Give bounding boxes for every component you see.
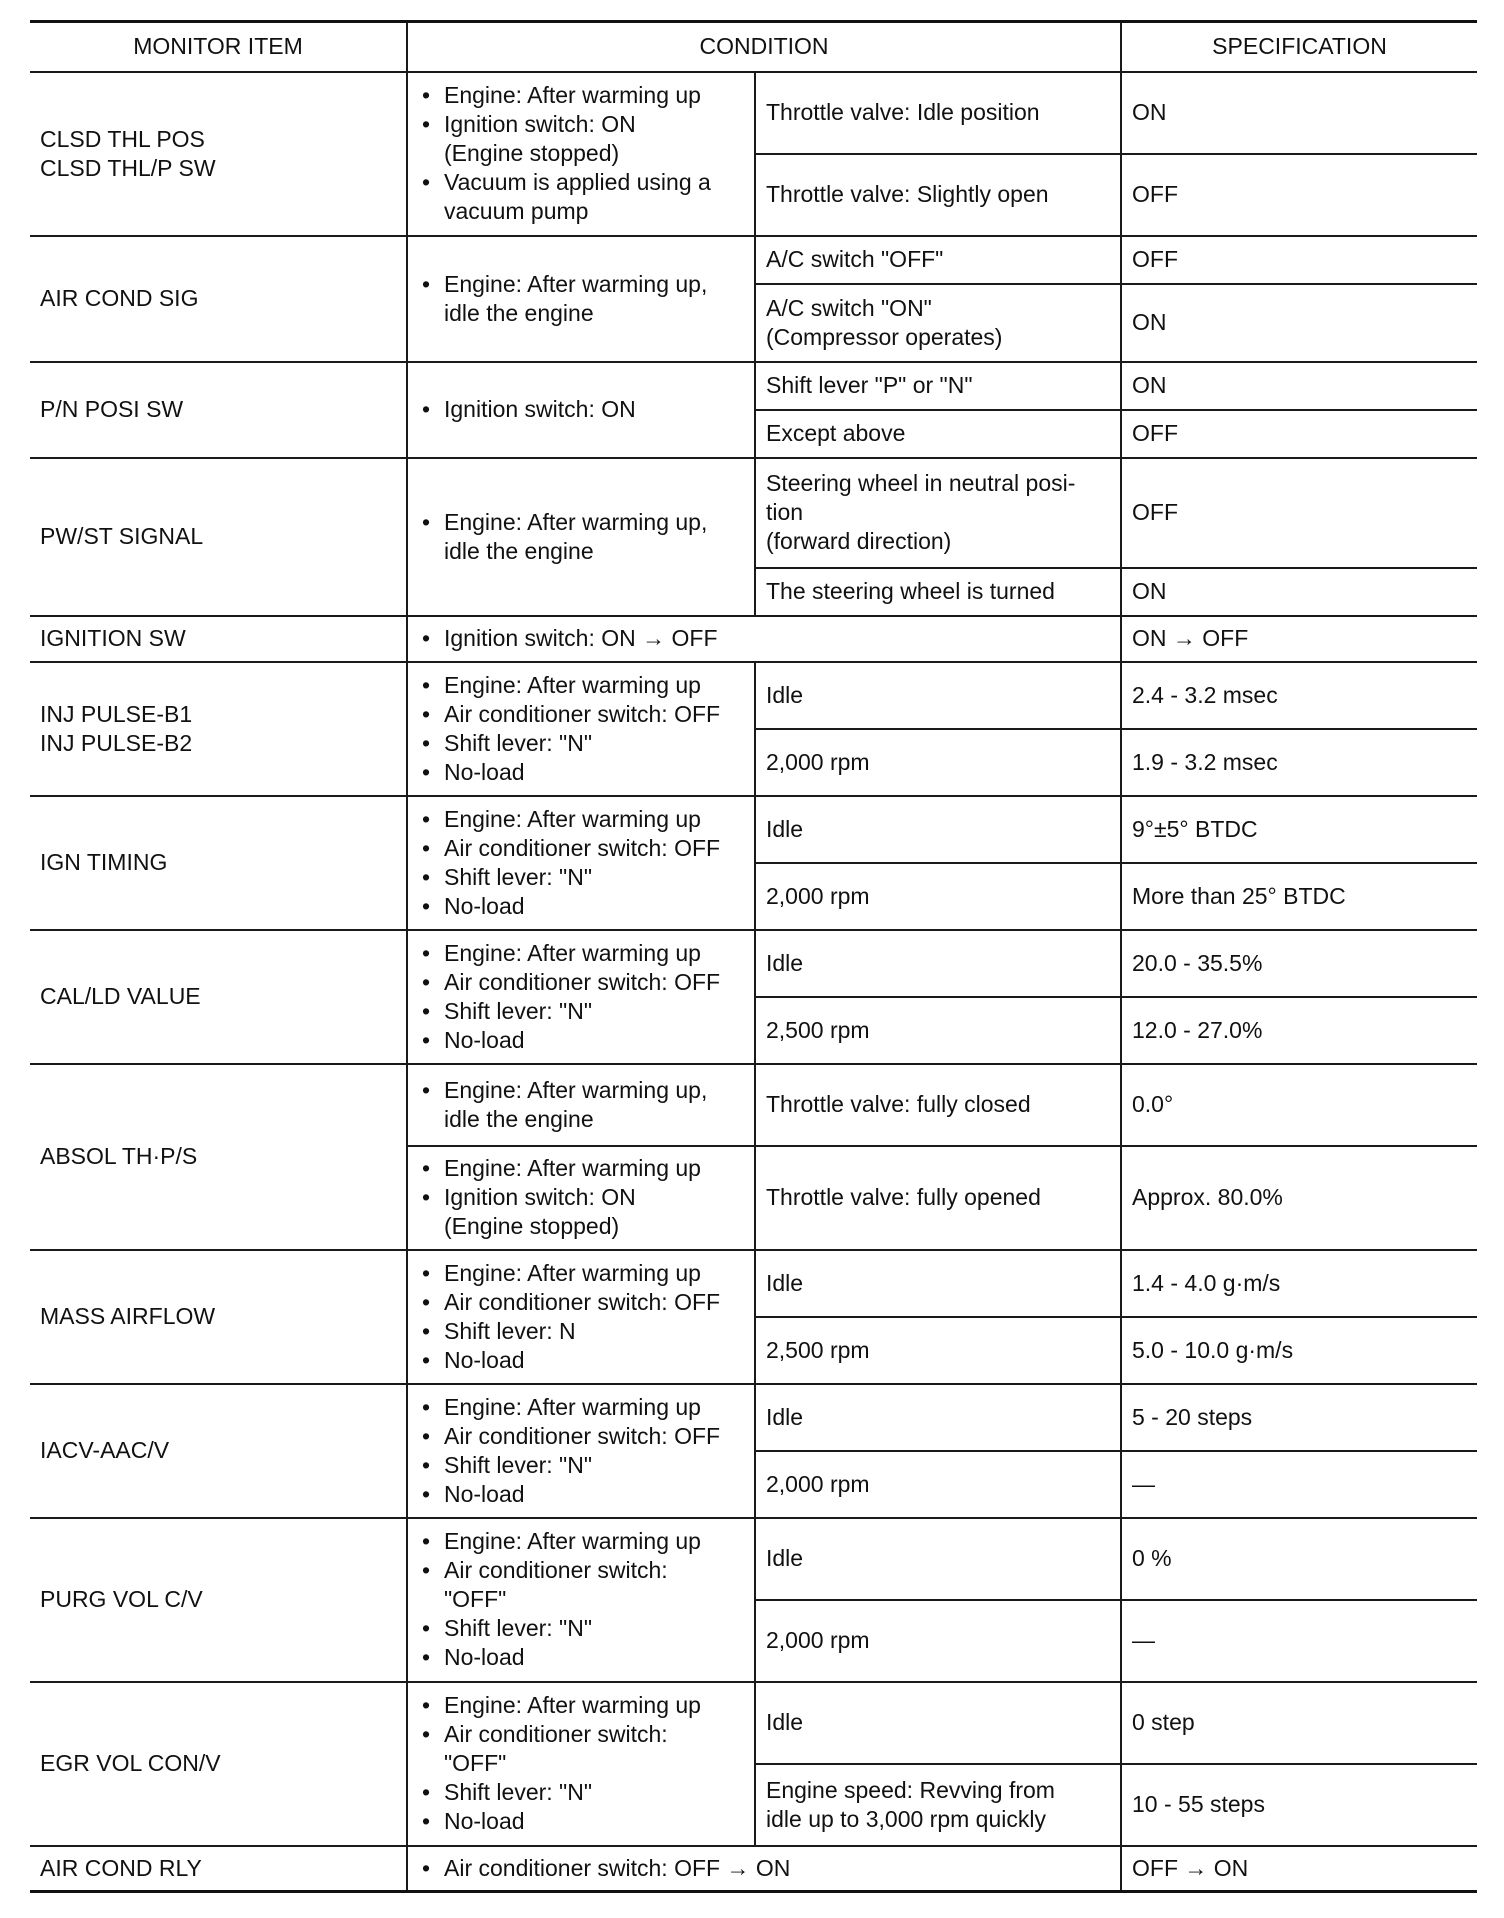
monitor-item-cell xyxy=(30,236,407,362)
specification-cell: 0 % xyxy=(1121,1518,1477,1600)
condition-list xyxy=(418,81,744,226)
condition-list xyxy=(418,1854,1110,1883)
monitor-spec-table xyxy=(30,20,1477,1893)
table-row xyxy=(30,1682,1477,1764)
condition-item: • No-load xyxy=(418,1807,744,1836)
specification-cell: 5.0 - 10.0 g·m/s xyxy=(1121,1317,1477,1384)
table-row xyxy=(30,236,1477,284)
condition-cell xyxy=(407,362,755,458)
condition-cell xyxy=(407,236,755,362)
condition-item: • Air conditioner switch: OFF xyxy=(418,1422,744,1451)
monitor-item-name: CLSD THL POS xyxy=(40,125,205,152)
specification-cell: 2.4 - 3.2 msec xyxy=(1121,662,1477,729)
sub-condition-cell: Throttle valve: Idle position xyxy=(755,72,1121,154)
sub-condition-cell: Idle xyxy=(755,1682,1121,1764)
condition-item: • Air conditioner switch: "OFF" xyxy=(418,1720,744,1778)
condition-item: • Engine: After warming up xyxy=(418,81,744,110)
specification-cell: ON → OFF xyxy=(1121,616,1477,662)
condition-cell xyxy=(407,1846,1121,1892)
specification-cell: 0.0° xyxy=(1121,1064,1477,1146)
sub-condition-cell: Idle xyxy=(755,930,1121,997)
header-specification: SPECIFICATION xyxy=(1121,22,1477,72)
condition-item: • Ignition switch: ON (Engine stopped) xyxy=(418,1183,744,1241)
specification-cell: — xyxy=(1121,1600,1477,1682)
condition-item: • No-load xyxy=(418,1643,744,1672)
condition-list xyxy=(418,1076,744,1134)
condition-list xyxy=(418,1691,744,1836)
condition-item: • Engine: After warming up xyxy=(418,1393,744,1422)
condition-item: • Vacuum is applied using a vacuum pump xyxy=(418,168,744,226)
sub-condition-cell: Throttle valve: fully opened xyxy=(755,1146,1121,1250)
condition-item: • Shift lever: "N" xyxy=(418,997,744,1026)
specification-cell: 0 step xyxy=(1121,1682,1477,1764)
specification-cell: OFF xyxy=(1121,458,1477,568)
condition-list xyxy=(418,1259,744,1375)
sub-condition-cell: Idle xyxy=(755,662,1121,729)
specification-cell: OFF xyxy=(1121,236,1477,284)
monitor-item-cell xyxy=(30,458,407,616)
monitor-item-name: AIR COND RLY xyxy=(40,1854,202,1881)
monitor-item-cell xyxy=(30,1250,407,1384)
condition-list xyxy=(418,805,744,921)
monitor-item-name: IACV-AAC/V xyxy=(40,1437,170,1463)
monitor-item-name: P/N POSI SW xyxy=(40,396,184,422)
table-row xyxy=(30,1064,1477,1146)
specification-cell: 1.4 - 4.0 g·m/s xyxy=(1121,1250,1477,1317)
condition-item: • Shift lever: N xyxy=(418,1317,744,1346)
table-row xyxy=(30,362,1477,410)
condition-cell xyxy=(407,662,755,796)
table-row xyxy=(30,662,1477,729)
sub-condition-cell: Throttle valve: Slightly open xyxy=(755,154,1121,236)
table-row xyxy=(30,1846,1477,1892)
condition-cell xyxy=(407,1146,755,1250)
condition-cell xyxy=(407,1682,755,1846)
monitor-item-name: CAL/LD VALUE xyxy=(40,983,201,1009)
condition-cell xyxy=(407,1518,755,1682)
monitor-item-cell xyxy=(30,72,407,236)
condition-item: • No-load xyxy=(418,1346,744,1375)
condition-cell xyxy=(407,72,755,236)
specification-cell: — xyxy=(1121,1451,1477,1518)
condition-item: • No-load xyxy=(418,758,744,787)
sub-condition-cell: Engine speed: Revving from idle up to 3,000 rpm quickly xyxy=(755,1764,1121,1846)
monitor-item-name: INJ PULSE-B2 xyxy=(40,729,193,756)
table-row xyxy=(30,458,1477,568)
condition-item: • Air conditioner switch: OFF xyxy=(418,834,744,863)
header-condition: CONDITION xyxy=(407,22,1121,72)
specification-cell: 9°±5° BTDC xyxy=(1121,796,1477,863)
condition-item: • Ignition switch: ON → OFF xyxy=(418,624,1110,653)
sub-condition-cell: Idle xyxy=(755,1384,1121,1451)
condition-cell xyxy=(407,616,1121,662)
condition-item: • Air conditioner switch: OFF xyxy=(418,1288,744,1317)
monitor-item-cell xyxy=(30,796,407,930)
sub-condition-cell: Idle xyxy=(755,796,1121,863)
monitor-item-cell xyxy=(30,362,407,458)
condition-list xyxy=(418,270,744,328)
sub-condition-cell: A/C switch "OFF" xyxy=(755,236,1121,284)
table-row xyxy=(30,930,1477,997)
condition-item: • Engine: After warming up xyxy=(418,939,744,968)
monitor-item-cell xyxy=(30,1682,407,1846)
condition-cell xyxy=(407,930,755,1064)
monitor-item-name: PURG VOL C/V xyxy=(40,1586,203,1612)
sub-condition-cell: Idle xyxy=(755,1250,1121,1317)
specification-cell: ON xyxy=(1121,362,1477,410)
specification-cell: More than 25° BTDC xyxy=(1121,863,1477,930)
specification-cell: 10 - 55 steps xyxy=(1121,1764,1477,1846)
condition-item: • Shift lever: "N" xyxy=(418,1614,744,1643)
table-row xyxy=(30,796,1477,863)
monitor-item-cell xyxy=(30,662,407,796)
condition-cell xyxy=(407,458,755,616)
sub-condition-cell: 2,000 rpm xyxy=(755,863,1121,930)
sub-condition-cell: Steering wheel in neutral posi- tion (forward direction) xyxy=(755,458,1121,568)
monitor-item-name: INJ PULSE-B1 xyxy=(40,700,193,727)
condition-item: • Engine: After warming up, idle the engine xyxy=(418,508,744,566)
table-row xyxy=(30,616,1477,662)
condition-item: • Shift lever: "N" xyxy=(418,729,744,758)
condition-list xyxy=(418,1527,744,1672)
monitor-item-cell xyxy=(30,616,407,662)
condition-item: • Air conditioner switch: OFF xyxy=(418,700,744,729)
condition-list xyxy=(418,508,744,566)
specification-cell: OFF xyxy=(1121,154,1477,236)
condition-item: • Engine: After warming up xyxy=(418,805,744,834)
specification-cell: 5 - 20 steps xyxy=(1121,1384,1477,1451)
specification-cell: ON xyxy=(1121,284,1477,362)
condition-item: • Ignition switch: ON (Engine stopped) xyxy=(418,110,744,168)
monitor-item-name: IGN TIMING xyxy=(40,849,168,875)
condition-item: • Shift lever: "N" xyxy=(418,1451,744,1480)
specification-cell: ON xyxy=(1121,568,1477,616)
specification-cell: Approx. 80.0% xyxy=(1121,1146,1477,1250)
monitor-item-name: CLSD THL/P SW xyxy=(40,154,216,181)
sub-condition-cell: Idle xyxy=(755,1518,1121,1600)
condition-list xyxy=(418,939,744,1055)
table-body xyxy=(30,72,1477,1892)
condition-list xyxy=(418,624,1110,653)
header-monitor-item: MONITOR ITEM xyxy=(30,22,407,72)
condition-cell xyxy=(407,1064,755,1146)
header-row xyxy=(30,22,1477,72)
condition-item: • Engine: After warming up xyxy=(418,1527,744,1556)
sub-condition-cell: 2,500 rpm xyxy=(755,997,1121,1064)
condition-item: • Engine: After warming up xyxy=(418,671,744,700)
specification-cell: OFF xyxy=(1121,410,1477,458)
condition-list xyxy=(418,671,744,787)
specification-cell: 12.0 - 27.0% xyxy=(1121,997,1477,1064)
condition-item: • Air conditioner switch: OFF → ON xyxy=(418,1854,1110,1883)
table-row xyxy=(30,1518,1477,1600)
sub-condition-cell: Except above xyxy=(755,410,1121,458)
sub-condition-cell: The steering wheel is turned xyxy=(755,568,1121,616)
condition-item: • Engine: After warming up xyxy=(418,1154,744,1183)
condition-item: • Air conditioner switch: OFF xyxy=(418,968,744,997)
condition-item: • Engine: After warming up, idle the engine xyxy=(418,270,744,328)
monitor-item-name: ABSOL TH·P/S xyxy=(40,1143,198,1169)
condition-item: • Engine: After warming up xyxy=(418,1259,744,1288)
sub-condition-cell: 2,000 rpm xyxy=(755,1451,1121,1518)
sub-condition-cell: Shift lever "P" or "N" xyxy=(755,362,1121,410)
condition-item: • Engine: After warming up, idle the engine xyxy=(418,1076,744,1134)
condition-list xyxy=(418,1154,744,1241)
condition-item: • Engine: After warming up xyxy=(418,1691,744,1720)
condition-cell xyxy=(407,796,755,930)
monitor-item-name: MASS AIRFLOW xyxy=(40,1303,216,1329)
condition-item: • Ignition switch: ON xyxy=(418,395,744,424)
monitor-item-cell xyxy=(30,1064,407,1250)
sub-condition-cell: Throttle valve: fully closed xyxy=(755,1064,1121,1146)
monitor-item-cell xyxy=(30,930,407,1064)
condition-cell xyxy=(407,1384,755,1518)
table-row xyxy=(30,72,1477,154)
table-row xyxy=(30,1250,1477,1317)
condition-item: • No-load xyxy=(418,1480,744,1509)
specification-cell: ON xyxy=(1121,72,1477,154)
condition-item: • Shift lever: "N" xyxy=(418,1778,744,1807)
specification-cell: OFF → ON xyxy=(1121,1846,1477,1892)
condition-item: • Air conditioner switch: "OFF" xyxy=(418,1556,744,1614)
sub-condition-cell: 2,500 rpm xyxy=(755,1317,1121,1384)
condition-item: • No-load xyxy=(418,892,744,921)
sub-condition-cell: A/C switch "ON" (Compressor operates) xyxy=(755,284,1121,362)
condition-list xyxy=(418,395,744,424)
condition-list xyxy=(418,1393,744,1509)
condition-item: • No-load xyxy=(418,1026,744,1055)
specification-cell: 1.9 - 3.2 msec xyxy=(1121,729,1477,796)
sub-condition-cell: 2,000 rpm xyxy=(755,729,1121,796)
monitor-item-name: EGR VOL CON/V xyxy=(40,1750,221,1776)
monitor-item-cell xyxy=(30,1518,407,1682)
condition-item: • Shift lever: "N" xyxy=(418,863,744,892)
monitor-item-name: PW/ST SIGNAL xyxy=(40,523,204,549)
specification-cell: 20.0 - 35.5% xyxy=(1121,930,1477,997)
table-row xyxy=(30,1384,1477,1451)
monitor-item-name: AIR COND SIG xyxy=(40,285,199,311)
monitor-item-cell xyxy=(30,1384,407,1518)
monitor-item-cell xyxy=(30,1846,407,1892)
sub-condition-cell: 2,000 rpm xyxy=(755,1600,1121,1682)
condition-cell xyxy=(407,1250,755,1384)
monitor-item-name: IGNITION SW xyxy=(40,625,186,651)
